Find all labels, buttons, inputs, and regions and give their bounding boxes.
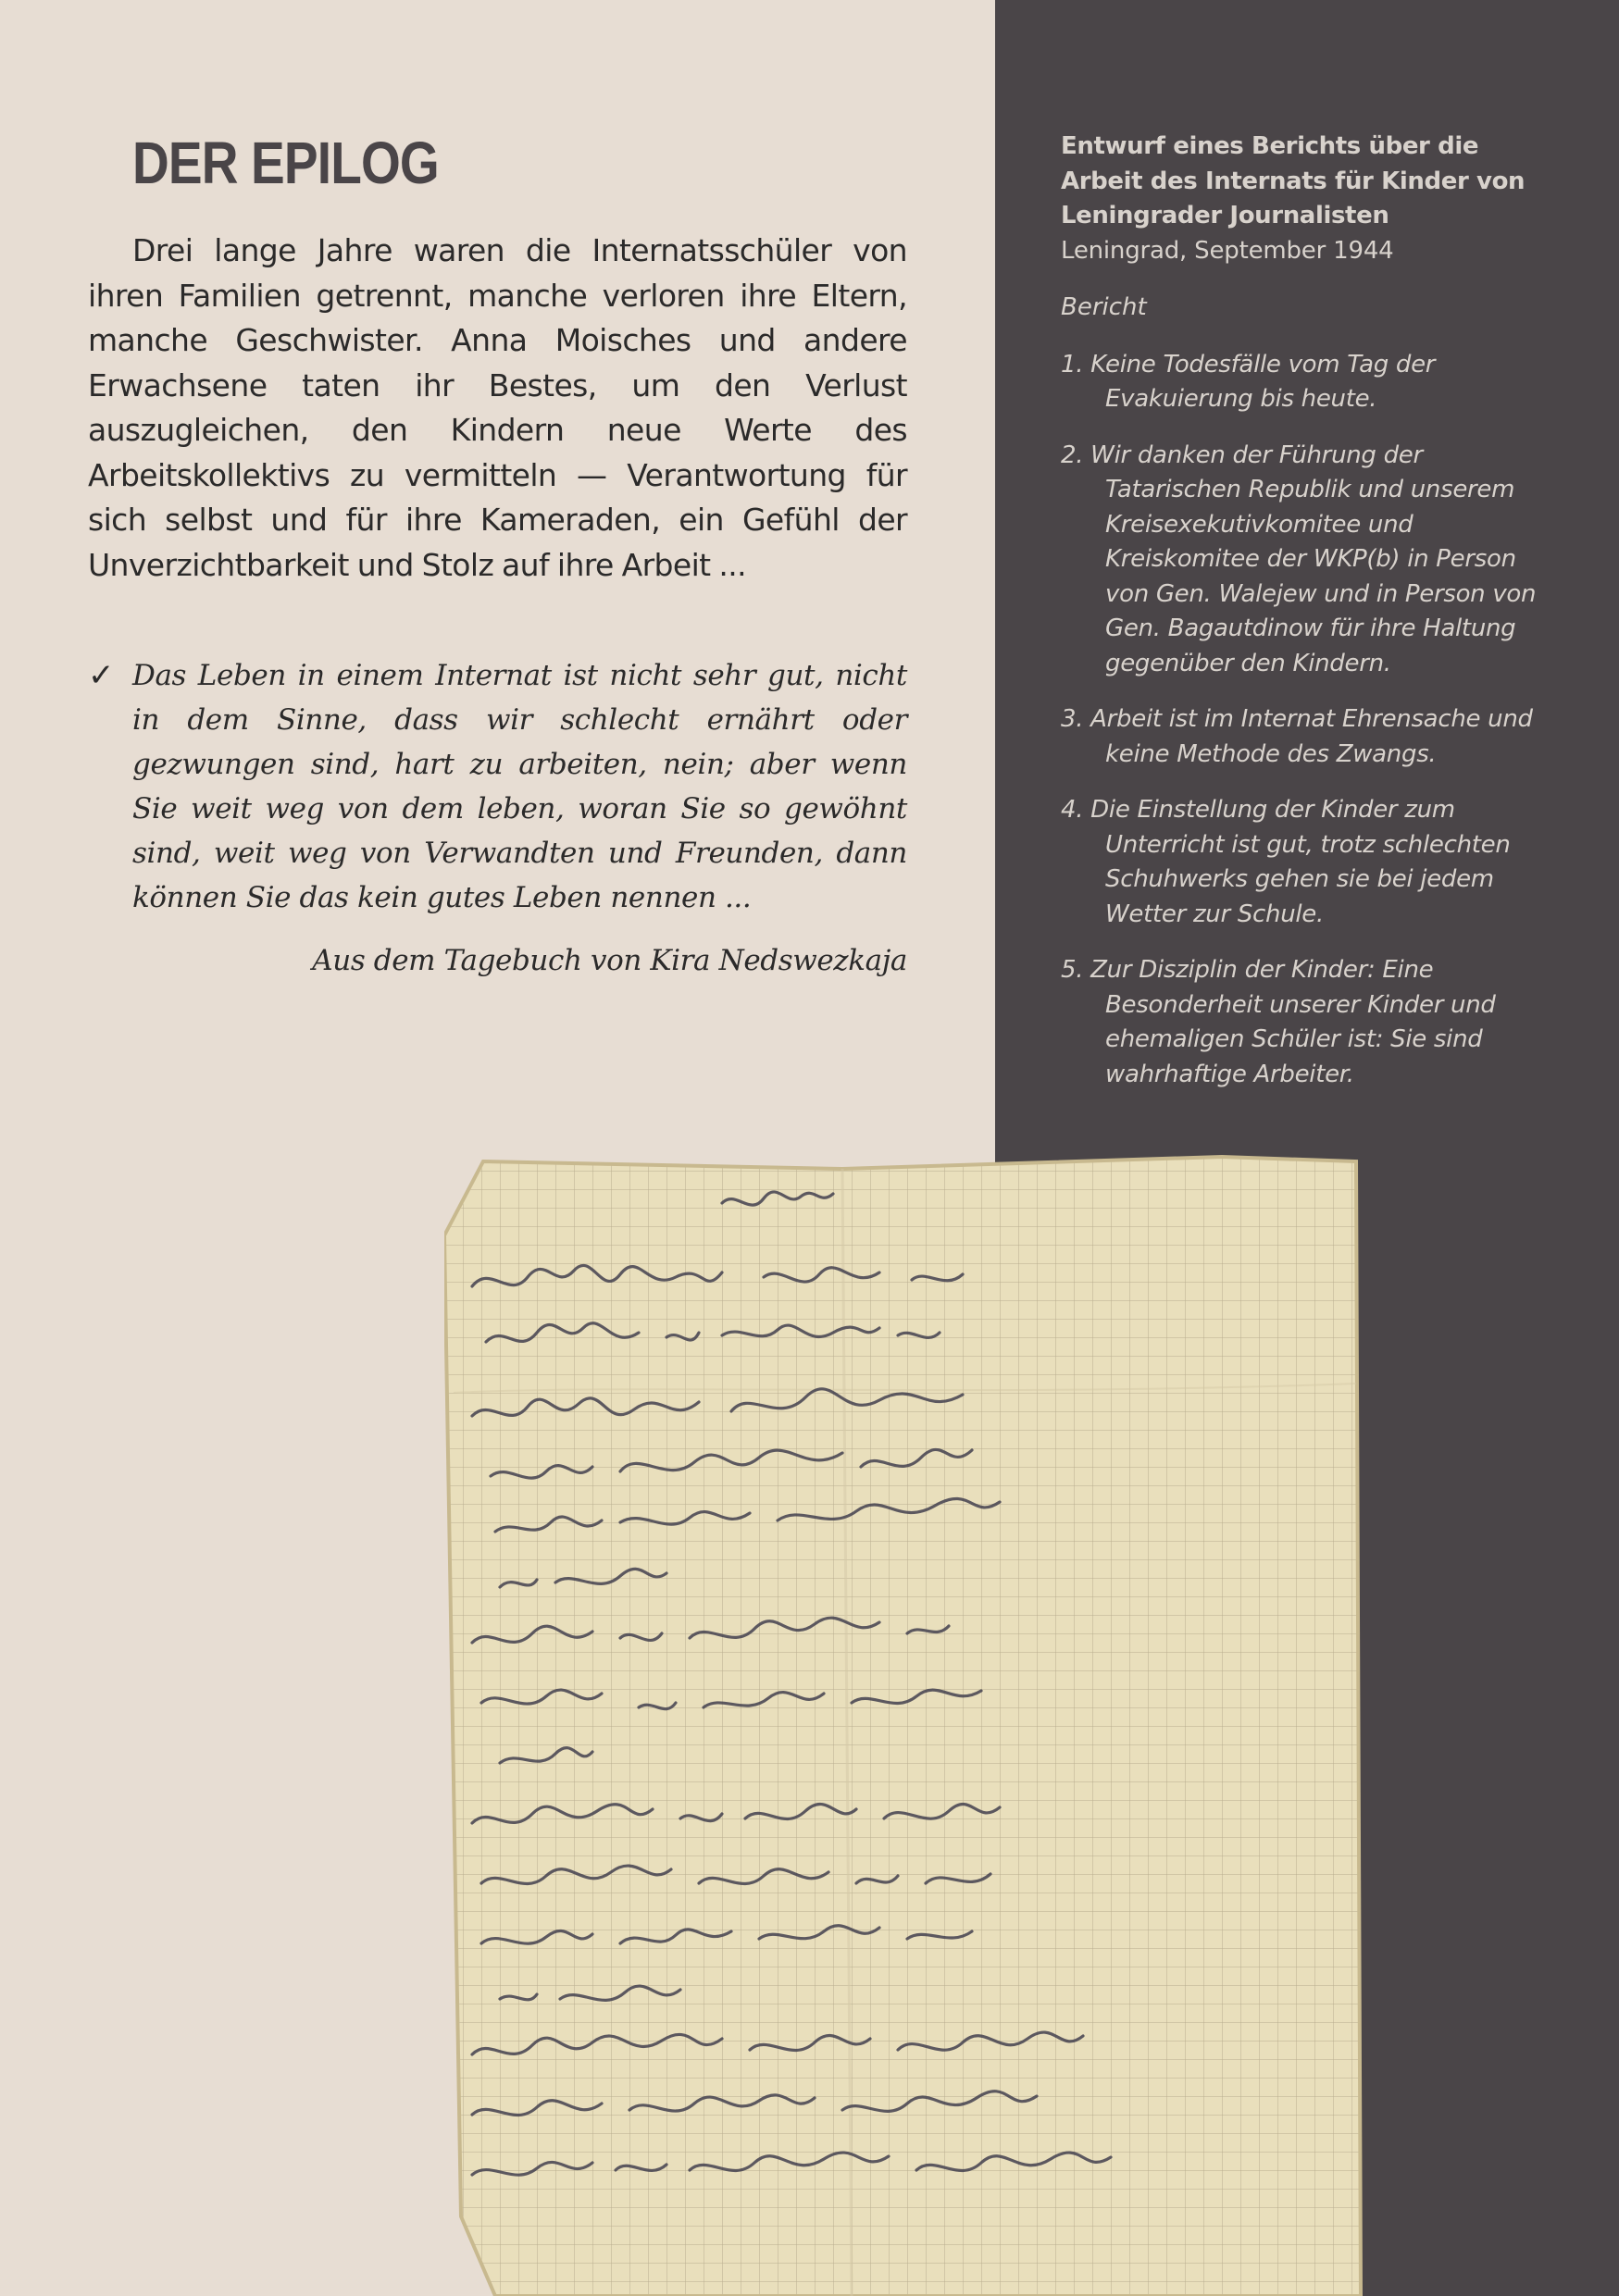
paper-sheet [444,1152,1370,2296]
report-item: 5. Zur Disziplin der Kinder: Eine Besonderheit unserer Kinder und ehemaligen Schüler ist: Sie sind wahrhaftige Arbeiter. [1061,956,1496,1088]
report-item: 4. Die Einstellung der Kinder zum Unterricht ist gut, trotz schlechten Schuhwerks gehen sie bei jedem Wetter zur Schule. [1061,796,1511,928]
report-date: Leningrad, September 1944 [1061,236,1394,265]
handwritten-report-image [444,1152,1370,2296]
intro-paragraph: Drei lange Jahre waren die Internatsschüler von ihren Familien getrennt, manche verloren ihre Eltern, manche Geschwister. Anna Moisches und andere Erwachsene taten ihr Bestes, um den Verlust auszugleichen, den Kindern neue Werte des Arbeitskollektivs zu vermitteln — Verantwortung für sich selbst und für ihre Kameraden, ein Gefühl der Unverzichtbarkeit und Stolz auf ihre Arbeit ... [88,232,907,583]
quote-attribution: Aus dem Tagebuch von Kira Nedswezkaja [312,944,907,977]
report-heading: Bericht [1061,293,1147,321]
checkmark-icon: ✓ [88,657,115,694]
page-title: DER EPILOG [132,130,439,196]
report-summary [1061,130,1561,1113]
report-item: 1. Keine Todesfälle vom Tag der Evakuierung bis heute. [1061,350,1436,413]
diary-quote [88,653,907,983]
report-list [1061,348,1561,1093]
report-title: Entwurf eines Berichts über die Arbeit des Internats für Kinder von Leningrader Journalisten [1061,132,1526,230]
quote-text: Das Leben in einem Internat ist nicht sehr gut, nicht in dem Sinne, dass wir schlecht ernährt oder gezwungen sind, hart zu arbeiten, nein; aber wenn Sie weit weg von dem leben, woran Sie so gewöhnt sind, weit weg von Verwandten und Freunden, dann können Sie das kein gutes Leben nennen ... [132,659,907,914]
handwritten-report-svg [444,1152,1370,2296]
report-item: 3. Arbeit ist im Internat Ehrensache und keine Methode des Zwangs. [1061,705,1533,768]
report-item: 2. Wir danken der Führung der Tatarischen Republik und unserem Kreisexekutivkomitee und Kreiskomitee der WKP(b) in Person von Gen. Walejew und in Person von Gen. Bagautdinow für ihre Haltung gegenüber den Kindern. [1061,441,1537,677]
